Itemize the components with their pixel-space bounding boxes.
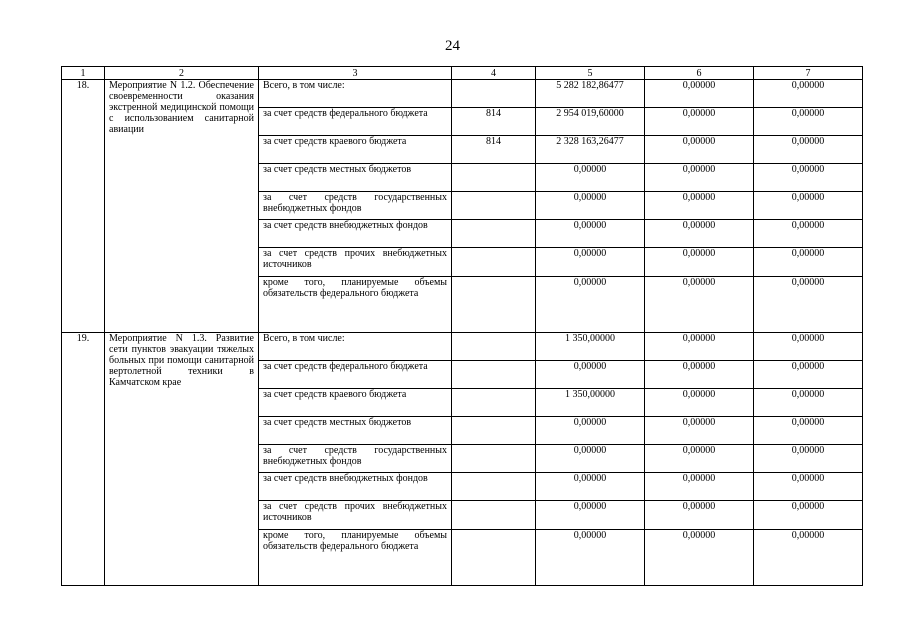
value-col5: 0,00000 [536, 277, 645, 333]
page-number: 24 [445, 38, 460, 54]
funding-source: за счет средств государственных внебюджетных фондов [259, 445, 452, 473]
budget-table-body [62, 67, 863, 586]
column-header: 1 [62, 67, 105, 80]
value-col5: 0,00000 [536, 530, 645, 586]
value-col7: 0,00000 [754, 389, 863, 417]
grbs-code [452, 361, 536, 389]
measure-number: 19. [62, 333, 105, 586]
column-header: 6 [645, 67, 754, 80]
table-row [62, 333, 863, 361]
value-col7: 0,00000 [754, 473, 863, 501]
value-col6: 0,00000 [645, 220, 754, 248]
funding-source: за счет средств прочих внебюджетных источников [259, 501, 452, 530]
grbs-code: 814 [452, 108, 536, 136]
funding-source: кроме того, планируемые объемы обязательств федерального бюджета [259, 277, 452, 333]
value-col5: 0,00000 [536, 248, 645, 277]
value-col6: 0,00000 [645, 417, 754, 445]
value-col7: 0,00000 [754, 445, 863, 473]
value-col5: 0,00000 [536, 417, 645, 445]
value-col6: 0,00000 [645, 80, 754, 108]
grbs-code [452, 192, 536, 220]
grbs-code [452, 80, 536, 108]
value-col7: 0,00000 [754, 277, 863, 333]
measure-name: Мероприятие N 1.3. Развитие сети пунктов эвакуации тяжелых больных при помощи санитарной вертолетной техники в Камчатском крае [105, 333, 259, 586]
grbs-code [452, 389, 536, 417]
value-col6: 0,00000 [645, 389, 754, 417]
funding-source: за счет средств федерального бюджета [259, 361, 452, 389]
value-col7: 0,00000 [754, 192, 863, 220]
value-col7: 0,00000 [754, 136, 863, 164]
budget-table [61, 66, 863, 586]
table-row [62, 80, 863, 108]
value-col7: 0,00000 [754, 417, 863, 445]
value-col6: 0,00000 [645, 333, 754, 361]
value-col6: 0,00000 [645, 501, 754, 530]
grbs-code [452, 164, 536, 192]
value-col5: 2 328 163,26477 [536, 136, 645, 164]
value-col5: 0,00000 [536, 220, 645, 248]
grbs-code [452, 277, 536, 333]
grbs-code [452, 333, 536, 361]
value-col6: 0,00000 [645, 445, 754, 473]
value-col6: 0,00000 [645, 192, 754, 220]
funding-source: Всего, в том числе: [259, 80, 452, 108]
value-col6: 0,00000 [645, 361, 754, 389]
value-col7: 0,00000 [754, 530, 863, 586]
value-col7: 0,00000 [754, 80, 863, 108]
grbs-code: 814 [452, 136, 536, 164]
value-col6: 0,00000 [645, 108, 754, 136]
value-col5: 1 350,00000 [536, 389, 645, 417]
funding-source: за счет средств прочих внебюджетных источников [259, 248, 452, 277]
value-col6: 0,00000 [645, 530, 754, 586]
funding-source: за счет средств внебюджетных фондов [259, 220, 452, 248]
value-col7: 0,00000 [754, 108, 863, 136]
value-col5: 0,00000 [536, 445, 645, 473]
grbs-code [452, 248, 536, 277]
value-col5: 2 954 019,60000 [536, 108, 645, 136]
grbs-code [452, 220, 536, 248]
value-col5: 1 350,00000 [536, 333, 645, 361]
grbs-code [452, 501, 536, 530]
value-col7: 0,00000 [754, 361, 863, 389]
value-col5: 5 282 182,86477 [536, 80, 645, 108]
value-col6: 0,00000 [645, 164, 754, 192]
column-header: 5 [536, 67, 645, 80]
funding-source: за счет средств краевого бюджета [259, 389, 452, 417]
value-col7: 0,00000 [754, 333, 863, 361]
grbs-code [452, 417, 536, 445]
funding-source: за счет средств местных бюджетов [259, 417, 452, 445]
value-col6: 0,00000 [645, 248, 754, 277]
value-col6: 0,00000 [645, 473, 754, 501]
value-col5: 0,00000 [536, 501, 645, 530]
funding-source: кроме того, планируемые объемы обязательств федерального бюджета [259, 530, 452, 586]
value-col7: 0,00000 [754, 164, 863, 192]
funding-source: за счет средств внебюджетных фондов [259, 473, 452, 501]
measure-number: 18. [62, 80, 105, 333]
value-col6: 0,00000 [645, 136, 754, 164]
value-col5: 0,00000 [536, 164, 645, 192]
column-header: 3 [259, 67, 452, 80]
column-number-row [62, 67, 863, 80]
funding-source: за счет средств федерального бюджета [259, 108, 452, 136]
funding-source: Всего, в том числе: [259, 333, 452, 361]
column-header: 7 [754, 67, 863, 80]
value-col7: 0,00000 [754, 501, 863, 530]
funding-source: за счет средств местных бюджетов [259, 164, 452, 192]
value-col5: 0,00000 [536, 192, 645, 220]
value-col6: 0,00000 [645, 277, 754, 333]
column-header: 2 [105, 67, 259, 80]
value-col5: 0,00000 [536, 361, 645, 389]
funding-source: за счет средств государственных внебюджетных фондов [259, 192, 452, 220]
column-header: 4 [452, 67, 536, 80]
measure-name: Мероприятие N 1.2. Обеспечение своевременности оказания экстренной медицинской помощи с использованием санитарной авиации [105, 80, 259, 333]
grbs-code [452, 530, 536, 586]
value-col7: 0,00000 [754, 220, 863, 248]
grbs-code [452, 473, 536, 501]
value-col7: 0,00000 [754, 248, 863, 277]
grbs-code [452, 445, 536, 473]
value-col5: 0,00000 [536, 473, 645, 501]
funding-source: за счет средств краевого бюджета [259, 136, 452, 164]
